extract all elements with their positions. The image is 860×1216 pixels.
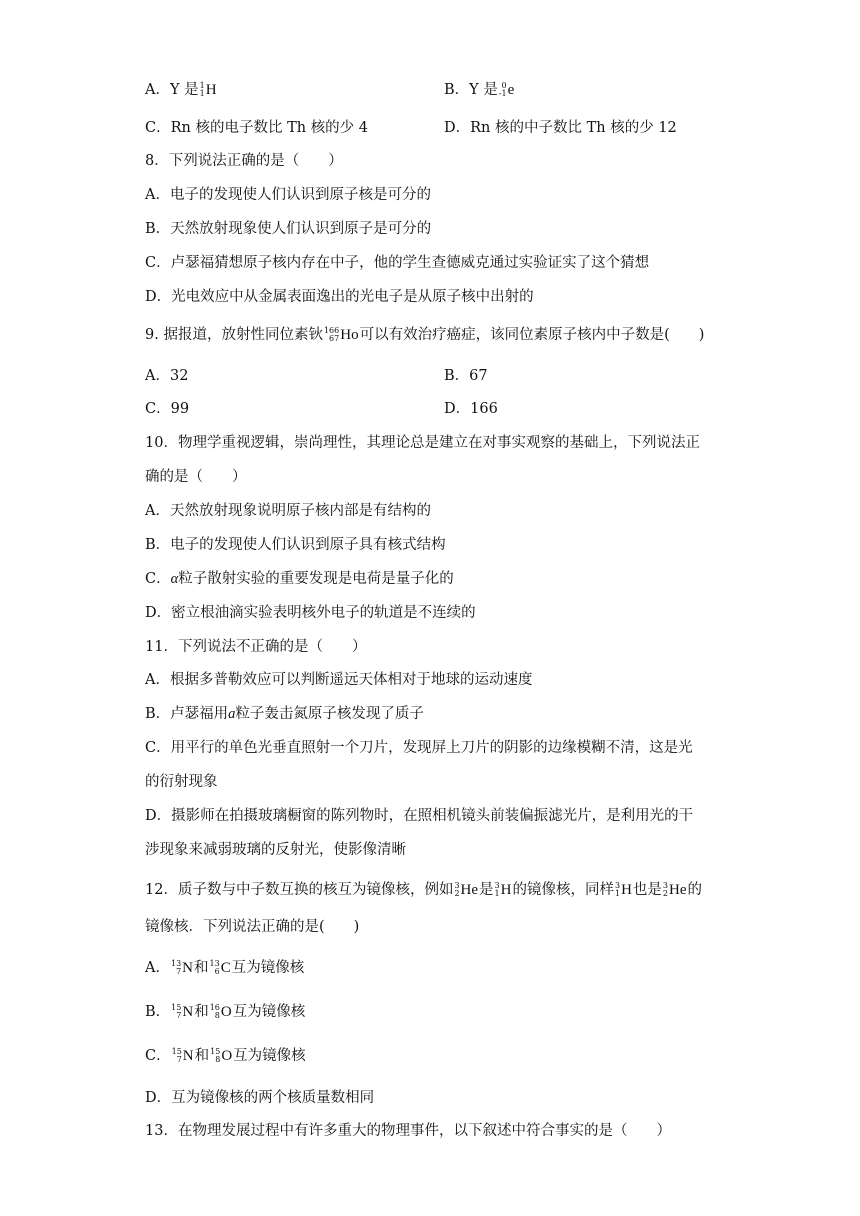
nuclide: 3 2 He [662,881,687,898]
nuclide: 3 1 H [494,881,512,898]
option-10c: C．α粒子散射实验的重要发现是电荷是量子化的 [145,571,454,587]
option-9d: D．166 [444,401,498,417]
option-7d: D．Rn 核的中子数比 Th 核的少 12 [444,120,677,136]
question-13: 13．在物理发展过程中有许多重大的物理事件，以下叙述中符合事实的是（ ） [145,1123,671,1139]
question-9: 9. 据报道，放射性同位素钬 166 67 Ho可以有效治疗癌症，该同位素原子核内中子数是( ) [145,326,705,343]
question-10: 10．物理学重视逻辑，崇尚理性，其理论总是建立在对事实观察的基础上，下列说法正 [145,435,700,451]
option-9b: B．67 [444,368,488,384]
option-12a: A． 13 7 N和 13 6 C互为镜像核 [145,959,305,976]
question-12: 12．质子数与中子数互换的核互为镜像核，例如 3 2 He是 3 1 H的镜像核，同样 3 1 H也是 3 2 He的 [145,881,703,898]
question-8: 8．下列说法正确的是（ ） [145,153,343,169]
option-8a: A．电子的发现使人们认识到原子核是可分的 [145,187,431,203]
option-11b: B．卢瑟福用a粒子轰击氮原子核发现了质子 [145,706,424,722]
option-11a: A．根据多普勒效应可以判断遥远天体相对于地球的运动速度 [145,672,533,688]
nuclide: 3 2 He [454,881,479,898]
option-text: A．Y 是 [145,82,199,98]
nuclide: 166 67 Ho [323,326,359,343]
option-11d-cont: 涉现象来减弱玻璃的反射光，使影像清晰 [145,842,406,858]
nuclide: 13 6 C [209,959,231,976]
nuclide: 0 -1 e [498,81,515,98]
option-8b: B．天然放射现象使人们认识到原子是可分的 [145,221,432,237]
option-11c: C．用平行的单色光垂直照射一个刀片，发现屏上刀片的阴影的边缘模糊不清，这是光 [145,740,693,756]
option-12d: D．互为镜像核的两个核质量数相同 [145,1090,375,1106]
option-7a [145,80,218,100]
question-10-cont: 确的是（ ） [145,469,247,485]
option-10b: B．电子的发现使人们认识到原子具有核式结构 [145,537,446,553]
option-10a: A．天然放射现象说明原子核内部是有结构的 [145,503,431,519]
question-11: 11．下列说法不正确的是（ ） [145,639,367,655]
option-7c: C．Rn 核的电子数比 Th 核的少 4 [145,120,369,136]
option-12c: C． 15 7 N和 15 8 O互为镜像核 [145,1047,306,1064]
nuclide: 16 8 O [209,1003,232,1020]
option-12b: B． 15 7 N和 16 8 O互为镜像核 [145,1003,306,1020]
option-10d: D．密立根油滴实验表明核外电子的轨道是不连续的 [145,605,476,621]
nuclide: 3 1 H [614,881,632,898]
option-8c: C．卢瑟福猜想原子核内存在中子，他的学生查德威克通过实验证实了这个猜想 [145,255,650,271]
option-text: B．Y 是 [444,82,498,98]
option-11d: D．摄影师在拍摄玻璃橱窗的陈列物时，在照相机镜头前装偏振滤光片，是利用光的干 [145,808,694,824]
nuclide: 13 7 N [170,959,194,976]
option-11c-cont: 的衍射现象 [145,774,218,790]
option-9a: A．32 [145,368,189,384]
nuclide: 15 7 N [171,1003,194,1020]
option-8d: D．光电效应中从金属表面逸出的光电子是从原子核中出射的 [145,289,534,305]
option-7b [444,80,515,100]
option-9c: C．99 [145,401,190,417]
nuclide: 1 1 H [199,81,217,98]
nuclide: 15 8 O [210,1047,233,1064]
question-12-cont: 镜像核．下列说法正确的是( ) [145,919,360,935]
nuclide: 15 7 N [171,1047,194,1064]
